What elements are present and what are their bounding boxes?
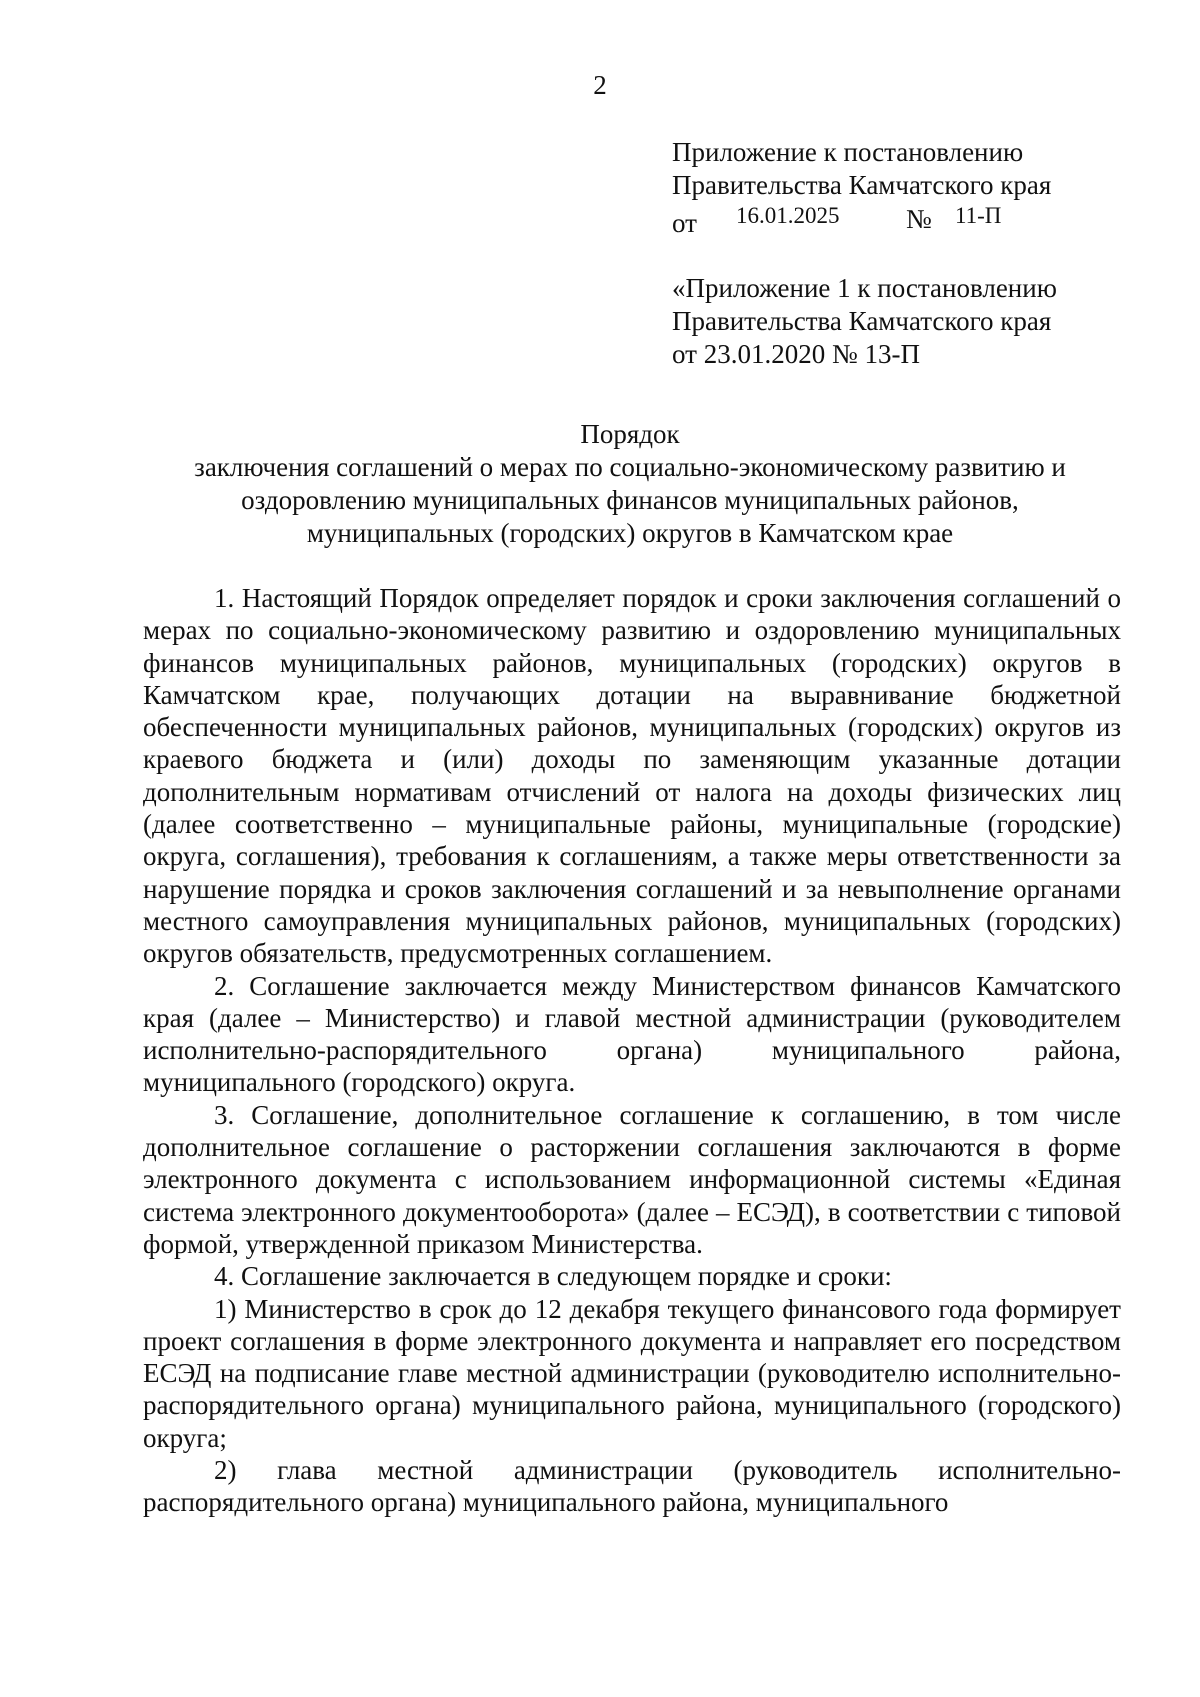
original-approval-line-2: Правительства Камчатского края [672, 306, 1052, 336]
paragraph-4-item-1: 1) Министерство в срок до 12 декабря текущего финансового года формирует проект соглашения в форме электронного документа и направляет его посредством ЕСЭД на подписание главе местной администрации (руководителю исполнительно-распорядительного органа) муниципального района, муниципального (городского) округа; [143, 1293, 1121, 1453]
approval-date: 16.01.2025 [736, 203, 840, 228]
paragraph-1: 1. Настоящий Порядок определяет порядок и сроки заключения соглашений о мерах по социально-экономическому развитию и оздоровлению муниципальных финансов муниципальных районов, муниципальных (городских) округов в Камчатском крае, получающих дотации на выравнивание бюджетной обеспеченности муниципальных районов, муниципальных (городских) округов из краевого бюджета и (или) доходы по заменяющим указанные дотации дополнительным нормативам отчислений от налога на доходы физических лиц (далее соответственно – муниципальные районы, муниципальные (городские) округа, соглашения), требования к соглашениям, а также меры ответственности за нарушение порядка и сроков заключения соглашений и за невыполнение органами местного самоуправления муниципальных районов, муниципальных (городских) округов обязательств, предусмотренных соглашением. [143, 583, 1121, 969]
paragraph-2: 2. Соглашение заключается между Министерством финансов Камчатского края (далее – Министерство) и главой местной администрации (руководителем исполнительно-распорядительного органа) муниципального района, муниципального (городского) округа. [143, 970, 1121, 1098]
original-approval-line-3: от 23.01.2020 № 13-П [672, 339, 920, 369]
approval-block-current [672, 136, 1051, 238]
number-prefix: № [906, 204, 932, 234]
approval-line-2: Правительства Камчатского края [672, 170, 1052, 200]
title-line-2: оздоровлению муниципальных финансов муниципальных районов, [241, 485, 1019, 515]
approval-date-line [672, 202, 1051, 238]
title-line-1: заключения соглашений о мерах по социально-экономическому развитию и [194, 452, 1066, 482]
original-approval-line-1: «Приложение 1 к постановлению [672, 273, 1057, 303]
paragraph-3: 3. Соглашение, дополнительное соглашение к соглашению, в том числе дополнительное соглашение о расторжении соглашения заключаются в форме электронного документа с использованием информационной системы «Единая система электронного документооборота» (далее – ЕСЭД), в соответствии с типовой формой, утвержденной приказом Министерства. [143, 1099, 1121, 1259]
approval-block-original [672, 272, 1057, 371]
document-title [0, 418, 1200, 550]
title-line-3: муниципальных (городских) округов в Камчатском крае [306, 518, 954, 548]
paragraph-4: 4. Соглашение заключается в следующем порядке и сроки: [214, 1261, 892, 1292]
paragraph-4-item-2: 2) глава местной администрации (руководитель исполнительно-распорядительного органа) муниципального района, муниципального [143, 1455, 1121, 1518]
page-number: 2 [593, 70, 607, 100]
document-body [143, 582, 1121, 1519]
title-heading: Порядок [580, 419, 680, 449]
date-prefix: от [672, 208, 697, 238]
approval-line-1: Приложение к постановлению [672, 137, 1024, 167]
approval-number: 11-П [955, 203, 1002, 228]
